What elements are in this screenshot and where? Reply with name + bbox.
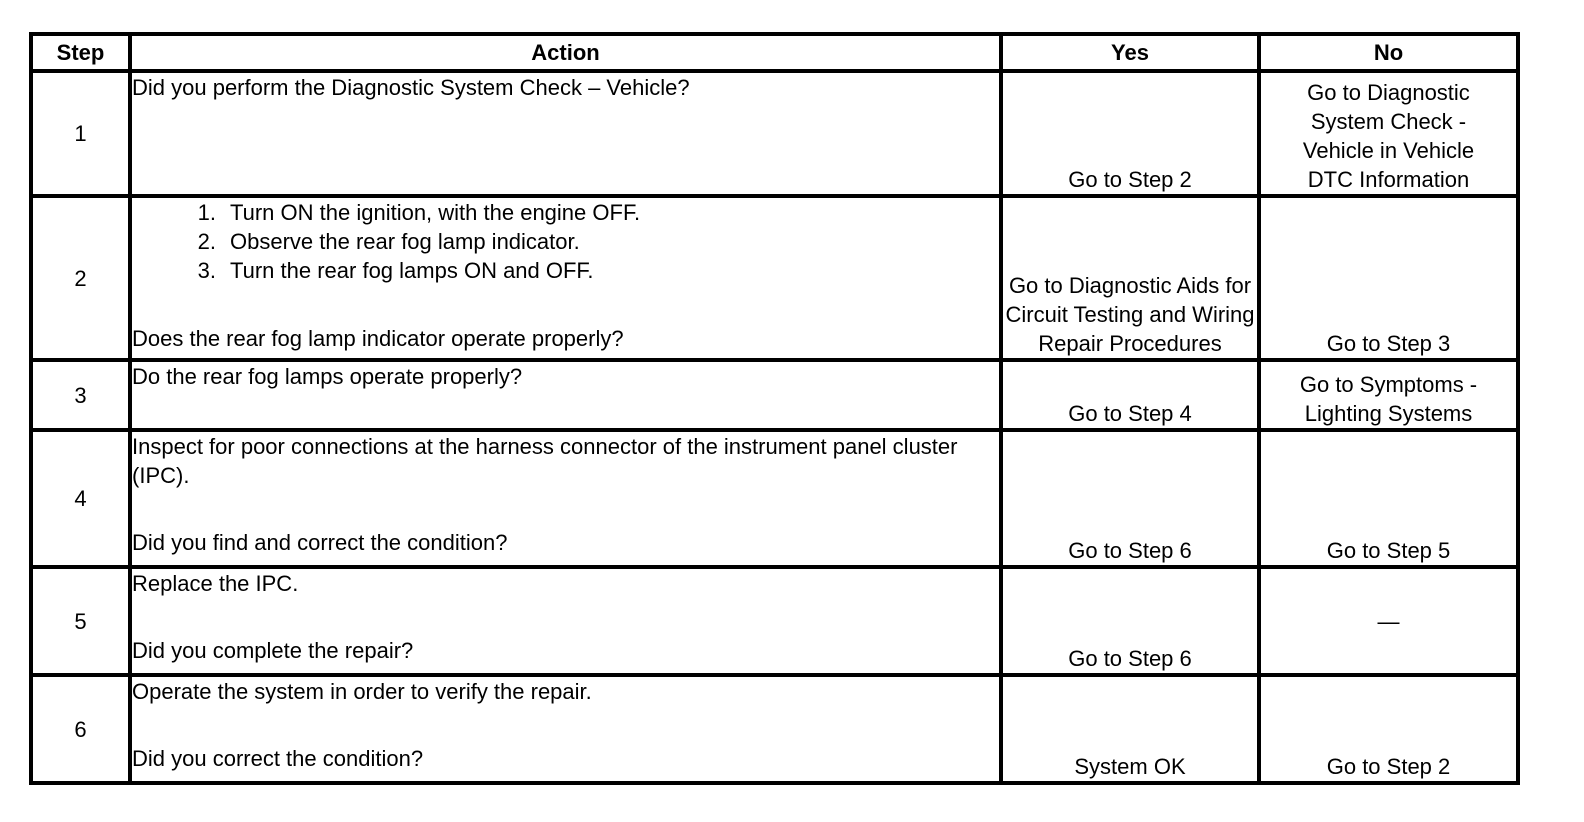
action-cell (130, 71, 1001, 196)
list-text: Turn the rear fog lamps ON and OFF. (230, 258, 594, 283)
yes-result: Go to Step 6 (1001, 430, 1259, 567)
list-item (188, 227, 999, 256)
action-question: Did you find and correct the condition? (132, 530, 508, 555)
yes-result: Go to Step 4 (1001, 360, 1259, 430)
action-cell (130, 567, 1001, 675)
table-row (31, 71, 1518, 196)
spacer (132, 285, 999, 314)
table-row (31, 196, 1518, 360)
action-question: Did you perform the Diagnostic System Check – Vehicle? (132, 75, 690, 100)
diagnostic-table (29, 32, 1520, 785)
list-number: 1. (197, 200, 216, 225)
yes-result: System OK (1001, 675, 1259, 783)
action-question: Does the rear fog lamp indicator operate properly? (132, 326, 624, 351)
action-cell (130, 675, 1001, 783)
no-result: Go to Step 5 (1259, 430, 1518, 567)
action-instruction: Replace the IPC. (132, 571, 299, 596)
list-item (188, 256, 999, 285)
action-question: Do the rear fog lamps operate properly? (132, 364, 523, 389)
list-number: 2. (197, 229, 216, 254)
header-action: Action (130, 34, 1001, 71)
list-item (188, 198, 999, 227)
no-result: Go to Step 3 (1259, 196, 1518, 360)
table-row (31, 675, 1518, 783)
table-row (31, 430, 1518, 567)
action-question: Did you correct the condition? (132, 746, 424, 771)
action-cell (130, 360, 1001, 430)
action-steps-list (132, 198, 999, 285)
no-result: — (1259, 567, 1518, 675)
list-text: Turn ON the ignition, with the engine OFF. (230, 200, 641, 225)
step-number: 2 (31, 196, 130, 360)
table-row (31, 360, 1518, 430)
action-question: Did you complete the repair? (132, 638, 414, 663)
no-result: Go to Symptoms - Lighting Systems (1259, 360, 1518, 430)
step-number: 5 (31, 567, 130, 675)
no-result: Go to Step 2 (1259, 675, 1518, 783)
step-number: 6 (31, 675, 130, 783)
yes-result: Go to Step 2 (1001, 71, 1259, 196)
table-row (31, 567, 1518, 675)
action-instruction: Inspect for poor connections at the harness connector of the instrument panel cluster (IPC). (132, 434, 958, 488)
action-instruction: Operate the system in order to verify the repair. (132, 679, 592, 704)
step-number: 3 (31, 360, 130, 430)
table-header-row (31, 34, 1518, 71)
header-no: No (1259, 34, 1518, 71)
step-number: 4 (31, 430, 130, 567)
action-cell (130, 196, 1001, 360)
header-step: Step (31, 34, 130, 71)
action-cell (130, 430, 1001, 567)
list-text: Observe the rear fog lamp indicator. (230, 229, 580, 254)
list-number: 3. (197, 258, 216, 283)
step-number: 1 (31, 71, 130, 196)
header-yes: Yes (1001, 34, 1259, 71)
yes-result: Go to Step 6 (1001, 567, 1259, 675)
no-result: Go to Diagnostic System Check - Vehicle in Vehicle DTC Information (1259, 71, 1518, 196)
yes-result: Go to Diagnostic Aids for Circuit Testing and Wiring Repair Procedures (1001, 196, 1259, 360)
